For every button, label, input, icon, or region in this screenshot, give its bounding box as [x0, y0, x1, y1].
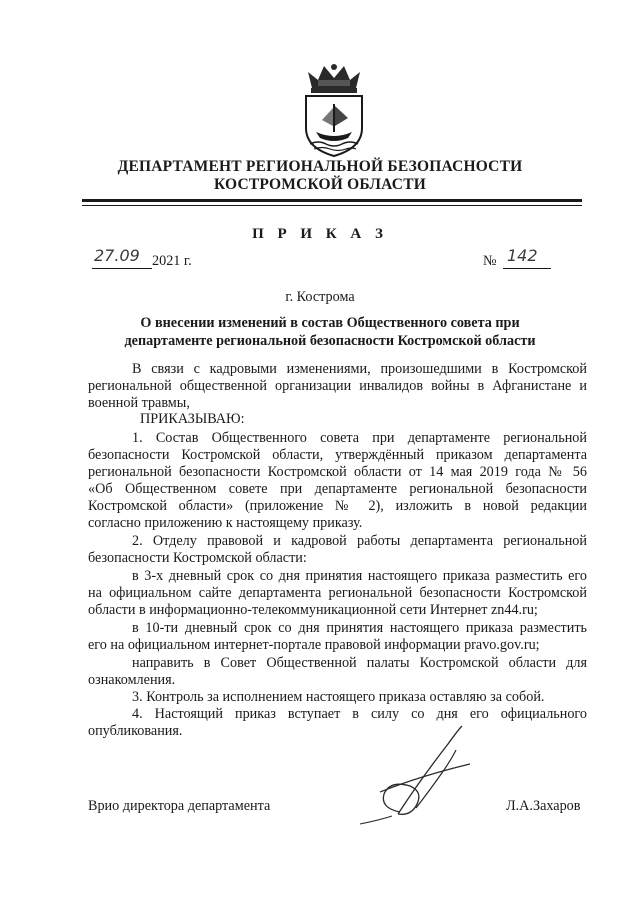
body-line: ознакомления. — [88, 672, 176, 688]
body-line: на официальном сайте департамента региональной безопасности Костромской — [88, 585, 587, 601]
body-line: согласно приложению к настоящему приказу. — [88, 515, 363, 531]
body-line: региональной безопасности Костромской области от 14 мая 2019 года № 56 — [88, 464, 587, 480]
body-line: безопасности Костромской области: — [88, 550, 307, 566]
header-divider-thin — [82, 205, 582, 206]
subject-line2: департаменте региональной безопасности Костромской области — [124, 333, 536, 349]
body-line: безопасности Костромской области, утверждённый приказом департамента — [88, 447, 587, 463]
body-line: региональной общественной организации инвалидов войны в Афганистане и — [88, 378, 587, 394]
body-line: направить в Совет Общественной палаты Костромской области для — [132, 655, 587, 671]
handwritten-number: 142 — [507, 246, 538, 265]
body-line: 1. Состав Общественного совета при департаменте региональной — [132, 430, 587, 446]
coat-of-arms-icon — [298, 62, 370, 158]
department-name-line2: КОСТРОМСКОЙ ОБЛАСТИ — [213, 176, 426, 193]
header-divider-thick — [82, 199, 582, 202]
order-number-prefix: № — [483, 253, 497, 269]
order-year: 2021 г. — [152, 253, 192, 269]
body-line: Костромской области» (приложение № 2), изложить в новой редакции — [88, 498, 587, 514]
handwritten-signature-icon — [340, 720, 480, 830]
body-line: военной травмы, — [88, 395, 190, 411]
body-line: области в информационно-телекоммуникационной сети Интернет zn44.ru; — [88, 602, 538, 618]
body-line: 2. Отделу правовой и кадровой работы департамента региональной — [132, 533, 587, 549]
order-directive: ПРИКАЗЫВАЮ: — [140, 411, 245, 427]
signatory-name: Л.А.Захаров — [506, 798, 581, 814]
body-line: его на официальном интернет-портале правовой информации pravo.gov.ru; — [88, 637, 540, 653]
handwritten-date: 27.09 — [94, 246, 140, 265]
date-field — [92, 248, 152, 269]
body-line: в 10-ти дневный срок со дня принятия настоящего приказа разместить — [132, 620, 587, 636]
body-line: В связи с кадровыми изменениями, произошедшими в Костромской — [132, 361, 587, 377]
department-name-line1: ДЕПАРТАМЕНТ РЕГИОНАЛЬНОЙ БЕЗОПАСНОСТИ — [117, 158, 523, 175]
signatory-position: Врио директора департамента — [88, 798, 271, 814]
body-line: опубликования. — [88, 723, 183, 739]
body-line: 3. Контроль за исполнением настоящего приказа оставляю за собой. — [132, 689, 545, 705]
body-line: в 3-х дневный срок со дня принятия настоящего приказа разместить его — [132, 568, 587, 584]
order-title: П Р И К А З — [252, 226, 388, 242]
number-field — [503, 248, 551, 269]
body-line: 4. Настоящий приказ вступает в силу со дня его официального — [132, 706, 587, 722]
city: г. Кострома — [285, 289, 355, 305]
subject-line1: О внесении изменений в состав Общественного совета при — [140, 315, 520, 331]
body-line: «Об Общественном совете при департаменте региональной безопасности — [88, 481, 587, 497]
